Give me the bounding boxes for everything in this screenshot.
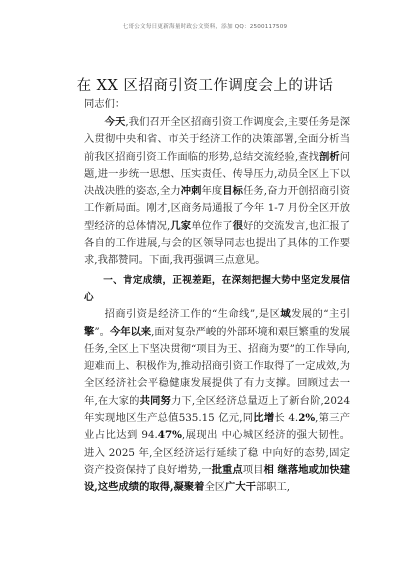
section-heading-1: 一、肯定成绩，正视差距，在深刻把握大势中坚定发展信心 — [84, 274, 350, 303]
salutation: 同志们： — [84, 98, 126, 110]
paragraph-intro: 今天,我们召开全区招商引资工作调度会,主要任务是深入贯彻中央和省、市关于经济工作的决策部署,全面分析当前我区招商引资工作面临的形势,总结交流经验,查找剖析问题,进一步统一思想、压实责任、传导压力,动员全区上下以决战决胜的姿态,全力冲刺年度目标任务,奋力开创招商引资工作新局面。刚才,区商务局通报了今年 1-7 月份全区开放型经济的总体情况,几家单位作了很好的交流发言,也汇报了各自的工作进展,与会的区领导同志也提出了具体的工作要求,我都赞同。下面,我再强调三点意见。 — [84, 116, 351, 267]
header-note: 七哥公文每日更新海量时政公文资料，添加 QQ：2500117509 — [122, 24, 288, 30]
document-title: 在 XX 区招商引资工作调度会上的讲话 — [76, 78, 334, 94]
document-body — [84, 114, 350, 497]
paragraph-section1: 招商引资是经济工作的“生命线”,是区域发展的“主引擎”。今年以来,面对复杂严峻的外部环境和艰巨繁重的发展任务,全区上下坚决贯彻“项目为王、招商为要”的工作导向,迎难而上、积极作为,推动招商引资工作取得了一定成效,为全区经济社会平稳健康发展提供了有力支撑。回顾过去一年,在大家的共同努力下,全区经济总量迈上了新台阶,2024 年实现地区生产总值535.15 亿元,同比增长 4.2%,第三产业占比达到 94.47%,展现出 中心城区经济的强大韧性。进入 2025 年,全区经济运行延续了稳 中向好的态势,固定资产投资保持了良好增势,一批重点项目相 继落地或加快建设,这些成绩的取得,凝聚着全区广大干部职工, — [84, 308, 351, 494]
